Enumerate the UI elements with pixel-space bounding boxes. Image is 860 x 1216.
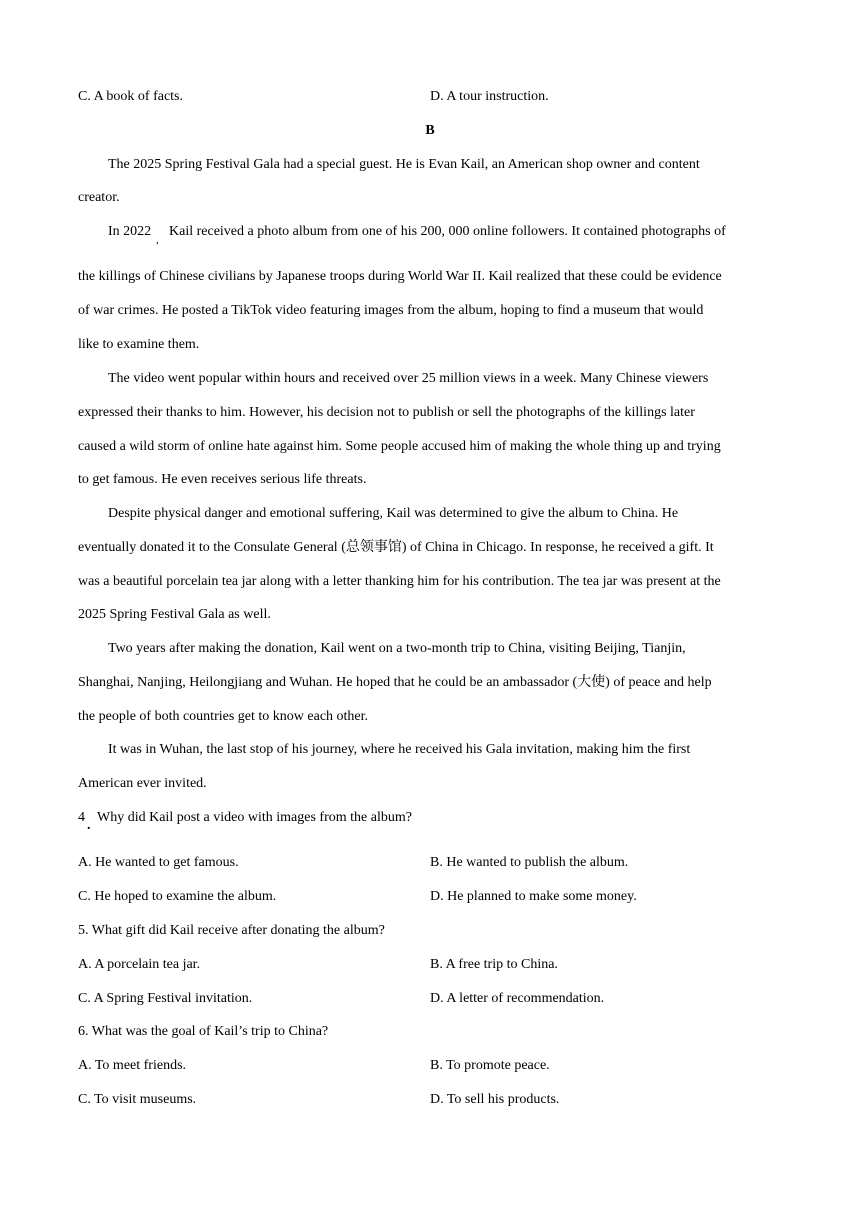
- question-option: D. To sell his products.: [430, 1092, 560, 1107]
- passage-line: like to examine them.: [78, 337, 200, 352]
- section-title: B: [425, 123, 435, 138]
- prev-question-option-d: D. A tour instruction.: [430, 89, 549, 104]
- question-option: C. To visit museums.: [78, 1092, 197, 1107]
- passage-line: expressed their thanks to him. However, his decision not to publish or sell the photographs of the killings later: [78, 405, 695, 420]
- passage-line: The 2025 Spring Festival Gala had a special guest. He is Evan Kail, an American shop owner and content: [108, 157, 700, 172]
- passage-line: the killings of Chinese civilians by Japanese troops during World War II. Kail realized that these could be evidence: [78, 269, 722, 284]
- question-option: C. He hoped to examine the album.: [78, 889, 277, 904]
- passage-line: to get famous. He even receives serious life threats.: [78, 472, 367, 487]
- question-option: B. To promote peace.: [430, 1058, 550, 1073]
- question-option: D. A letter of recommendation.: [430, 991, 605, 1006]
- question-stem: 6. What was the goal of Kail’s trip to China?: [78, 1024, 329, 1039]
- passage-line: 2025 Spring Festival Gala as well.: [78, 607, 271, 622]
- question-stem: Why did Kail post a video with images from the album?: [97, 810, 412, 825]
- passage-line: Shanghai, Nanjing, Heilongjiang and Wuhan. He hoped that he could be an ambassador (大使) of peace and help: [78, 675, 712, 690]
- question-option: B. A free trip to China.: [430, 957, 558, 972]
- question-option: A. To meet friends.: [78, 1058, 187, 1073]
- passage-line: Two years after making the donation, Kail went on a two-month trip to China, visiting Beijing, Tianjin,: [108, 641, 686, 656]
- passage-line: The video went popular within hours and received over 25 million views in a week. Many Chinese viewers: [108, 371, 709, 386]
- passage-line: the people of both countries get to know each other.: [78, 709, 369, 724]
- passage-line: It was in Wuhan, the last stop of his journey, where he received his Gala invitation, making him the first: [108, 742, 691, 757]
- passage-line: creator.: [78, 190, 120, 205]
- passage-line: caused a wild storm of online hate against him. Some people accused him of making the whole thing up and trying: [78, 439, 721, 454]
- question-option: A. He wanted to get famous.: [78, 855, 239, 870]
- question-option: C. A Spring Festival invitation.: [78, 991, 253, 1006]
- passage-line: was a beautiful porcelain tea jar along with a letter thanking him for his contribution. The tea jar was present at the: [78, 574, 721, 589]
- question-option: B. He wanted to publish the album.: [430, 855, 629, 870]
- question-number-dot: .: [87, 818, 91, 833]
- question-option: D. He planned to make some money.: [430, 889, 637, 904]
- passage-line: of war crimes. He posted a TikTok video featuring images from the album, hoping to find a museum that would: [78, 303, 704, 318]
- prev-question-option-c: C. A book of facts.: [78, 89, 183, 104]
- passage-line: eventually donated it to the Consulate General (总领事馆) of China in Chicago. In response, he received a gift. It: [78, 540, 714, 555]
- passage-comma-mark: ,: [156, 234, 159, 246]
- question-option: A. A porcelain tea jar.: [78, 957, 201, 972]
- passage-line: American ever invited.: [78, 776, 207, 791]
- question-stem: 5. What gift did Kail receive after donating the album?: [78, 923, 385, 938]
- passage-line: Despite physical danger and emotional suffering, Kail was determined to give the album to China. He: [108, 506, 679, 521]
- passage-line: Kail received a photo album from one of his 200, 000 online followers. It contained photographs of: [169, 224, 726, 239]
- question-number: 4: [78, 810, 85, 825]
- passage-line: In 2022: [108, 224, 152, 239]
